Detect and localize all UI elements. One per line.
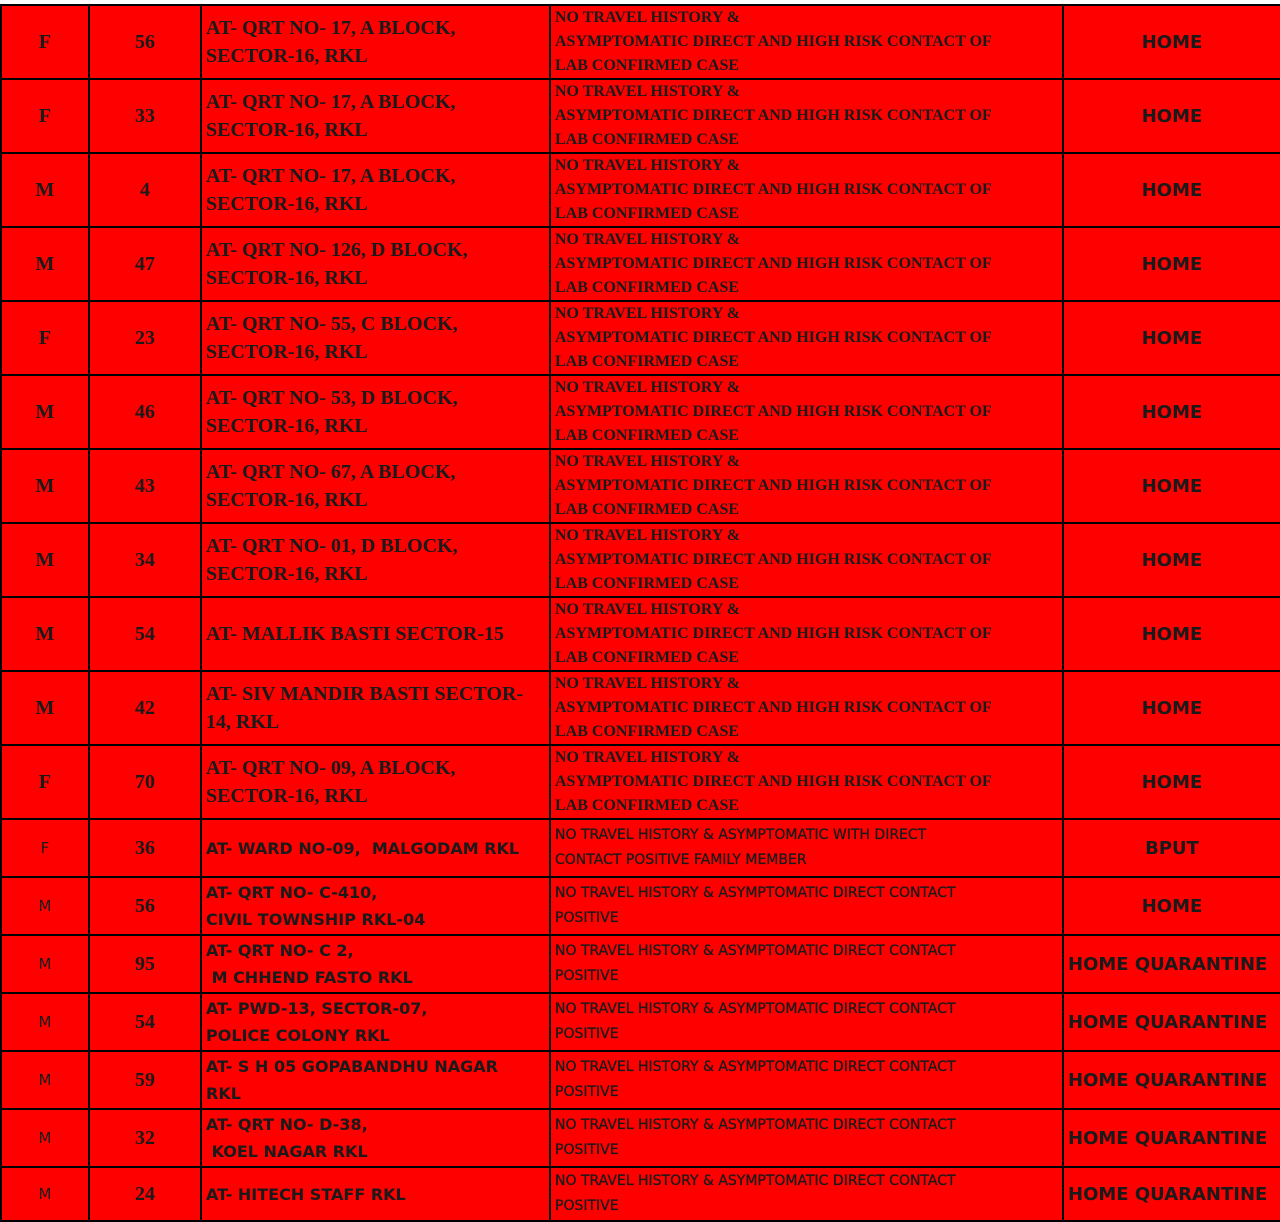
- address-cell: [201, 1051, 550, 1109]
- history-cell: [550, 1167, 1063, 1221]
- address-cell: [201, 935, 550, 993]
- address-line: SECTOR-16, RKL: [206, 489, 368, 511]
- sex-cell: M: [1, 597, 89, 671]
- history-line: NO TRAVEL HISTORY &: [555, 231, 741, 248]
- history-line: NO TRAVEL HISTORY &: [555, 675, 741, 692]
- sex-cell: M: [1, 227, 89, 301]
- history-line: NO TRAVEL HISTORY & ASYMPTOMATIC DIRECT CONTACT: [555, 1001, 956, 1017]
- history-line: NO TRAVEL HISTORY & ASYMPTOMATIC DIRECT CONTACT: [555, 1117, 956, 1133]
- address-cell: [201, 5, 550, 79]
- history-line: ASYMPTOMATIC DIRECT AND HIGH RISK CONTACT OF: [555, 773, 992, 790]
- address-line: 14, RKL: [206, 711, 280, 733]
- address-cell: [201, 449, 550, 523]
- quarantine-place-cell: HOME: [1063, 79, 1280, 153]
- age-cell: 4: [89, 153, 201, 227]
- history-cell: [550, 375, 1063, 449]
- address-cell: [201, 79, 550, 153]
- table-row: [1, 1051, 1280, 1109]
- quarantine-place-cell: BPUT: [1063, 819, 1280, 877]
- sex-cell: F: [1, 79, 89, 153]
- sex-cell: M: [1, 1167, 89, 1221]
- table-row: [1, 523, 1280, 597]
- address-line: AT- SIV MANDIR BASTI SECTOR-: [206, 683, 524, 705]
- history-line: NO TRAVEL HISTORY &: [555, 379, 741, 396]
- address-line: SECTOR-16, RKL: [206, 563, 368, 585]
- quarantine-place-cell: HOME QUARANTINE: [1063, 1109, 1280, 1167]
- history-line: LAB CONFIRMED CASE: [555, 131, 740, 148]
- age-cell: 33: [89, 79, 201, 153]
- history-cell: [550, 993, 1063, 1051]
- history-line: LAB CONFIRMED CASE: [555, 57, 740, 74]
- address-line: AT- QRT NO- C 2,: [206, 941, 354, 960]
- history-line: ASYMPTOMATIC DIRECT AND HIGH RISK CONTACT OF: [555, 551, 992, 568]
- address-cell: [201, 819, 550, 877]
- address-line: KOEL NAGAR RKL: [206, 1142, 368, 1161]
- history-line: ASYMPTOMATIC DIRECT AND HIGH RISK CONTACT OF: [555, 699, 992, 716]
- sex-cell: M: [1, 877, 89, 935]
- history-cell: [550, 523, 1063, 597]
- history-cell: [550, 745, 1063, 819]
- quarantine-place-cell: HOME: [1063, 227, 1280, 301]
- quarantine-place-cell: HOME: [1063, 153, 1280, 227]
- table-row: [1, 153, 1280, 227]
- table-row: [1, 5, 1280, 79]
- address-line: AT- QRT NO- 01, D BLOCK,: [206, 535, 458, 557]
- history-line: LAB CONFIRMED CASE: [555, 723, 740, 740]
- history-line: POSITIVE: [555, 968, 619, 984]
- history-line: LAB CONFIRMED CASE: [555, 279, 740, 296]
- history-line: NO TRAVEL HISTORY &: [555, 305, 741, 322]
- history-line: ASYMPTOMATIC DIRECT AND HIGH RISK CONTACT OF: [555, 255, 992, 272]
- history-cell: [550, 877, 1063, 935]
- age-cell: 36: [89, 819, 201, 877]
- patient-table: [0, 4, 1280, 1222]
- history-line: POSITIVE: [555, 1198, 619, 1214]
- address-line: M CHHEND FASTO RKL: [206, 968, 413, 987]
- quarantine-place-cell: HOME: [1063, 745, 1280, 819]
- address-line: AT- MALLIK BASTI SECTOR-15: [206, 623, 505, 645]
- table-body: [1, 5, 1280, 1221]
- history-cell: [550, 671, 1063, 745]
- history-line: NO TRAVEL HISTORY &: [555, 157, 741, 174]
- address-cell: [201, 227, 550, 301]
- age-cell: 70: [89, 745, 201, 819]
- address-line: CIVIL TOWNSHIP RKL-04: [206, 910, 426, 929]
- history-cell: [550, 1109, 1063, 1167]
- sex-cell: F: [1, 819, 89, 877]
- address-cell: [201, 153, 550, 227]
- age-cell: 95: [89, 935, 201, 993]
- age-cell: 54: [89, 597, 201, 671]
- age-cell: 23: [89, 301, 201, 375]
- address-line: SECTOR-16, RKL: [206, 193, 368, 215]
- history-line: NO TRAVEL HISTORY &: [555, 749, 741, 766]
- address-cell: [201, 375, 550, 449]
- age-cell: 32: [89, 1109, 201, 1167]
- history-line: NO TRAVEL HISTORY &: [555, 9, 741, 26]
- address-line: POLICE COLONY RKL: [206, 1026, 390, 1045]
- age-cell: 24: [89, 1167, 201, 1221]
- address-line: AT- QRT NO- 17, A BLOCK,: [206, 91, 456, 113]
- history-cell: [550, 597, 1063, 671]
- quarantine-place-cell: HOME: [1063, 449, 1280, 523]
- history-line: ASYMPTOMATIC DIRECT AND HIGH RISK CONTACT OF: [555, 403, 992, 420]
- history-cell: [550, 153, 1063, 227]
- address-cell: [201, 1109, 550, 1167]
- sex-cell: M: [1, 671, 89, 745]
- history-line: LAB CONFIRMED CASE: [555, 501, 740, 518]
- age-cell: 56: [89, 877, 201, 935]
- age-cell: 46: [89, 375, 201, 449]
- sex-cell: F: [1, 745, 89, 819]
- history-line: CONTACT POSITIVE FAMILY MEMBER: [555, 852, 807, 868]
- history-line: ASYMPTOMATIC DIRECT AND HIGH RISK CONTACT OF: [555, 33, 992, 50]
- history-line: LAB CONFIRMED CASE: [555, 427, 740, 444]
- history-line: NO TRAVEL HISTORY & ASYMPTOMATIC WITH DIRECT: [555, 827, 927, 843]
- sex-cell: M: [1, 1109, 89, 1167]
- sex-cell: M: [1, 993, 89, 1051]
- table-row: [1, 877, 1280, 935]
- sex-cell: M: [1, 1051, 89, 1109]
- quarantine-place-cell: HOME: [1063, 671, 1280, 745]
- history-line: POSITIVE: [555, 1084, 619, 1100]
- address-cell: [201, 745, 550, 819]
- table-row: [1, 935, 1280, 993]
- history-line: NO TRAVEL HISTORY & ASYMPTOMATIC DIRECT CONTACT: [555, 885, 956, 901]
- history-cell: [550, 227, 1063, 301]
- address-cell: [201, 1167, 550, 1221]
- sex-cell: M: [1, 153, 89, 227]
- address-line: AT- QRT NO- 09, A BLOCK,: [206, 757, 456, 779]
- table-row: [1, 1167, 1280, 1221]
- address-line: SECTOR-16, RKL: [206, 119, 368, 141]
- age-cell: 42: [89, 671, 201, 745]
- quarantine-place-cell: HOME: [1063, 301, 1280, 375]
- table-row: [1, 301, 1280, 375]
- history-line: NO TRAVEL HISTORY & ASYMPTOMATIC DIRECT CONTACT: [555, 943, 956, 959]
- history-line: LAB CONFIRMED CASE: [555, 205, 740, 222]
- address-cell: [201, 301, 550, 375]
- table-row: [1, 79, 1280, 153]
- history-line: ASYMPTOMATIC DIRECT AND HIGH RISK CONTACT OF: [555, 477, 992, 494]
- history-line: ASYMPTOMATIC DIRECT AND HIGH RISK CONTACT OF: [555, 625, 992, 642]
- address-line: AT- QRT NO- D-38,: [206, 1115, 368, 1134]
- address-cell: [201, 597, 550, 671]
- address-line: AT- QRT NO- 53, D BLOCK,: [206, 387, 458, 409]
- quarantine-place-cell: HOME: [1063, 597, 1280, 671]
- history-line: POSITIVE: [555, 1142, 619, 1158]
- address-line: SECTOR-16, RKL: [206, 267, 368, 289]
- sex-cell: F: [1, 301, 89, 375]
- table-row: [1, 745, 1280, 819]
- table-row: [1, 671, 1280, 745]
- address-line: AT- QRT NO- 126, D BLOCK,: [206, 239, 468, 261]
- history-cell: [550, 1051, 1063, 1109]
- address-line: AT- HITECH STAFF RKL: [206, 1184, 406, 1204]
- quarantine-place-cell: HOME QUARANTINE: [1063, 1167, 1280, 1221]
- address-line: SECTOR-16, RKL: [206, 785, 368, 807]
- sex-cell: M: [1, 523, 89, 597]
- age-cell: 34: [89, 523, 201, 597]
- table-row: [1, 1109, 1280, 1167]
- address-line: AT- PWD-13, SECTOR-07,: [206, 999, 428, 1018]
- history-cell: [550, 79, 1063, 153]
- table-row: [1, 375, 1280, 449]
- address-line: AT- QRT NO- C-410,: [206, 883, 378, 902]
- quarantine-place-cell: HOME QUARANTINE: [1063, 935, 1280, 993]
- history-line: NO TRAVEL HISTORY &: [555, 601, 741, 618]
- history-line: LAB CONFIRMED CASE: [555, 649, 740, 666]
- age-cell: 43: [89, 449, 201, 523]
- quarantine-place-cell: HOME QUARANTINE: [1063, 1051, 1280, 1109]
- table-row: [1, 597, 1280, 671]
- age-cell: 59: [89, 1051, 201, 1109]
- history-cell: [550, 449, 1063, 523]
- age-cell: 47: [89, 227, 201, 301]
- sex-cell: M: [1, 375, 89, 449]
- history-cell: [550, 5, 1063, 79]
- table-row: [1, 993, 1280, 1051]
- address-cell: [201, 993, 550, 1051]
- sex-cell: M: [1, 449, 89, 523]
- address-line: AT- WARD NO-09, MALGODAM RKL: [206, 838, 520, 858]
- history-line: NO TRAVEL HISTORY & ASYMPTOMATIC DIRECT CONTACT: [555, 1173, 956, 1189]
- sex-cell: M: [1, 935, 89, 993]
- history-line: POSITIVE: [555, 910, 619, 926]
- address-line: SECTOR-16, RKL: [206, 415, 368, 437]
- history-line: NO TRAVEL HISTORY & ASYMPTOMATIC DIRECT CONTACT: [555, 1059, 956, 1075]
- age-cell: 56: [89, 5, 201, 79]
- history-cell: [550, 819, 1063, 877]
- history-line: ASYMPTOMATIC DIRECT AND HIGH RISK CONTACT OF: [555, 181, 992, 198]
- age-cell: 54: [89, 993, 201, 1051]
- history-line: NO TRAVEL HISTORY &: [555, 453, 741, 470]
- history-line: LAB CONFIRMED CASE: [555, 353, 740, 370]
- address-cell: [201, 523, 550, 597]
- quarantine-place-cell: HOME: [1063, 5, 1280, 79]
- history-line: NO TRAVEL HISTORY &: [555, 83, 741, 100]
- quarantine-place-cell: HOME: [1063, 523, 1280, 597]
- address-line: SECTOR-16, RKL: [206, 341, 368, 363]
- address-line: SECTOR-16, RKL: [206, 45, 368, 67]
- quarantine-place-cell: HOME: [1063, 877, 1280, 935]
- table-row: [1, 227, 1280, 301]
- address-line: AT- QRT NO- 67, A BLOCK,: [206, 461, 456, 483]
- history-cell: [550, 935, 1063, 993]
- history-line: NO TRAVEL HISTORY &: [555, 527, 741, 544]
- quarantine-place-cell: HOME: [1063, 375, 1280, 449]
- history-line: ASYMPTOMATIC DIRECT AND HIGH RISK CONTACT OF: [555, 107, 992, 124]
- sex-cell: F: [1, 5, 89, 79]
- address-line: RKL: [206, 1084, 241, 1103]
- address-line: AT- QRT NO- 55, C BLOCK,: [206, 313, 458, 335]
- history-line: POSITIVE: [555, 1026, 619, 1042]
- address-line: AT- QRT NO- 17, A BLOCK,: [206, 17, 456, 39]
- history-cell: [550, 301, 1063, 375]
- quarantine-place-cell: HOME QUARANTINE: [1063, 993, 1280, 1051]
- history-line: LAB CONFIRMED CASE: [555, 575, 740, 592]
- history-line: LAB CONFIRMED CASE: [555, 797, 740, 814]
- address-cell: [201, 877, 550, 935]
- address-cell: [201, 671, 550, 745]
- history-line: ASYMPTOMATIC DIRECT AND HIGH RISK CONTACT OF: [555, 329, 992, 346]
- address-line: AT- QRT NO- 17, A BLOCK,: [206, 165, 456, 187]
- table-row: [1, 819, 1280, 877]
- table-row: [1, 449, 1280, 523]
- address-line: AT- S H 05 GOPABANDHU NAGAR: [206, 1057, 498, 1076]
